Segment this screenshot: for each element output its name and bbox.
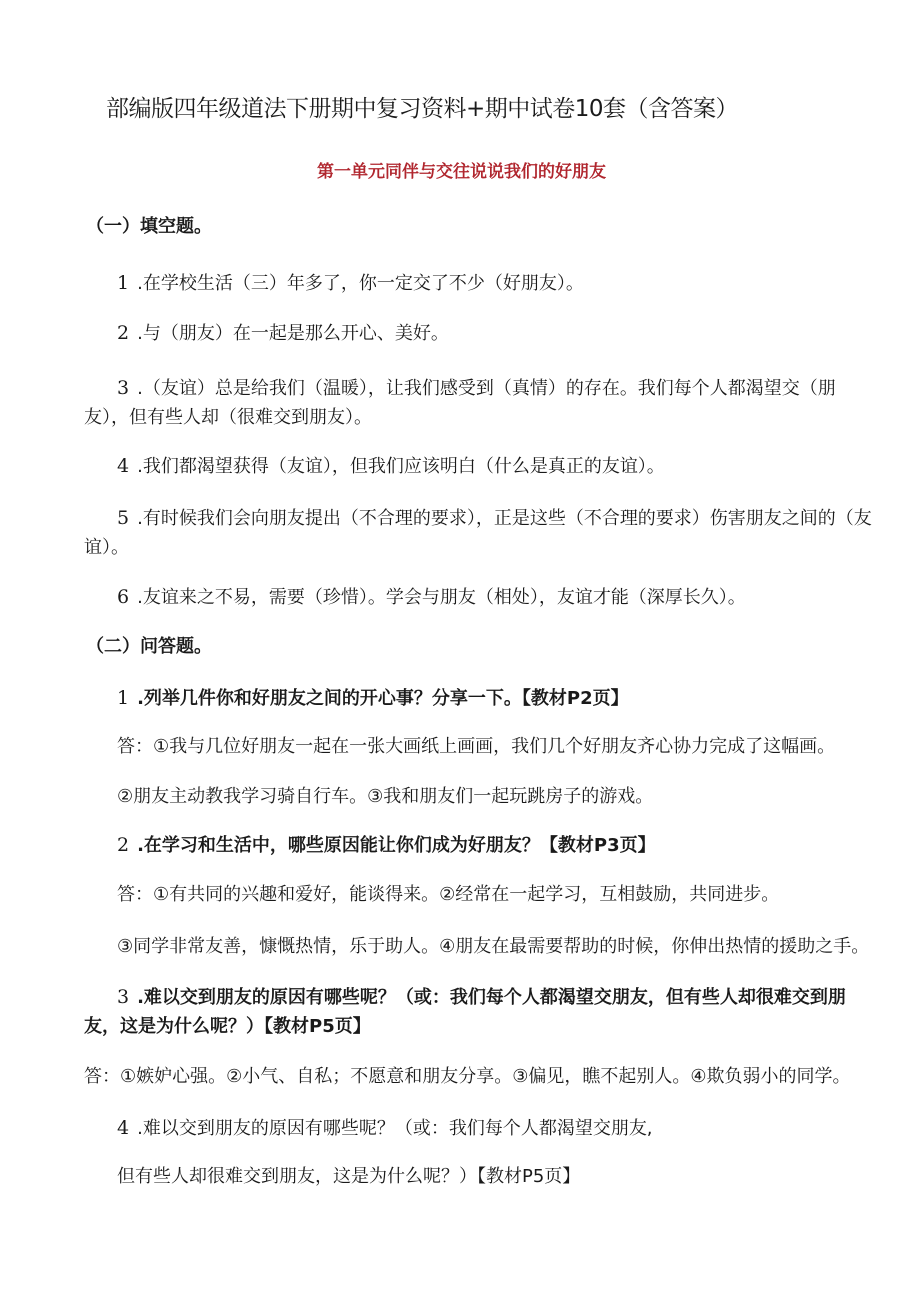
qa-question-2 <box>117 832 656 859</box>
item-number: 3 <box>117 377 130 399</box>
qa-answer-1-line-1: 答：①我与几位好朋友一起在一张大画纸上画画，我们几个好朋友齐心协力完成了这幅画。 <box>117 736 836 757</box>
item-number: 1 <box>117 272 130 294</box>
section-heading-fill-blank: （一）填空题。 <box>86 216 212 237</box>
item-number: 6 <box>117 586 130 608</box>
item-text: .在学校生活（三）年多了，你一定交了不少（好朋友）。 <box>137 273 584 294</box>
item-text: .与（朋友）在一起是那么开心、美好。 <box>137 323 449 344</box>
fill-item-4 <box>117 453 665 480</box>
fill-item-5-cont: 谊）。 <box>84 537 129 558</box>
question-text: .难以交到朋友的原因有哪些呢？（或：我们每个人都渴望交朋友, <box>137 1118 653 1139</box>
fill-item-1 <box>117 270 584 297</box>
item-text: .有时候我们会向朋友提出（不合理的要求），正是这些（不合理的要求）伤害朋友之间的（友 <box>137 508 872 529</box>
fill-item-2 <box>117 320 449 347</box>
question-text: .在学习和生活中，哪些原因能让你们成为好朋友？【教材P3页】 <box>137 835 656 856</box>
item-number: 4 <box>117 1117 130 1139</box>
qa-answer-3: 答：①嫉妒心强。②小气、自私；不愿意和朋友分享。③偏见，瞧不起别人。④欺负弱小的同学。 <box>84 1066 851 1087</box>
fill-item-6 <box>117 584 746 611</box>
page-title: 部编版四年级道法下册期中复习资料+期中试卷10套（含答案） <box>106 96 739 122</box>
qa-answer-2-line-1: 答：①有共同的兴趣和爱好，能谈得来。②经常在一起学习，互相鼓励，共同进步。 <box>117 884 780 905</box>
qa-question-4-cont: 但有些人却很难交到朋友，这是为什么呢？）【教材P5页】 <box>117 1166 581 1187</box>
item-number: 4 <box>117 455 130 477</box>
question-text: .难以交到朋友的原因有哪些呢？（或：我们每个人都渴望交朋友，但有些人却很难交到朋 <box>137 987 846 1008</box>
item-number: 5 <box>117 507 130 529</box>
item-number: 3 <box>117 986 130 1008</box>
item-text: .（友谊）总是给我们（温暖），让我们感受到（真情）的存在。我们每个人都渴望交（朋 <box>137 378 836 399</box>
section-heading-qa: （二）问答题。 <box>86 636 212 657</box>
fill-item-3 <box>117 375 836 402</box>
qa-question-4 <box>117 1115 653 1142</box>
item-text: .我们都渴望获得（友谊），但我们应该明白（什么是真正的友谊）。 <box>137 456 665 477</box>
qa-answer-2-line-2: ③同学非常友善，慷慨热情，乐于助人。④朋友在最需要帮助的时候，你伸出热情的援助之手。 <box>117 936 870 957</box>
item-text: .友谊来之不易，需要（珍惜）。学会与朋友（相处），友谊才能（深厚长久）。 <box>137 587 746 608</box>
fill-item-3-cont: 友），但有些人却（很难交到朋友）。 <box>84 407 372 428</box>
qa-question-3 <box>117 984 846 1011</box>
item-number: 2 <box>117 834 130 856</box>
item-number: 2 <box>117 322 130 344</box>
fill-item-5 <box>117 505 872 532</box>
unit-heading: 第一单元同伴与交往说说我们的好朋友 <box>317 162 606 182</box>
qa-question-1 <box>117 685 629 712</box>
qa-question-3-cont: 友，这是为什么呢？）【教材P5页】 <box>84 1016 371 1037</box>
item-number: 1 <box>117 687 130 709</box>
question-text: .列举几件你和好朋友之间的开心事？分享一下。【教材P2页】 <box>137 688 629 709</box>
qa-answer-1-line-2: ②朋友主动教我学习骑自行车。③我和朋友们一起玩跳房子的游戏。 <box>117 786 654 807</box>
